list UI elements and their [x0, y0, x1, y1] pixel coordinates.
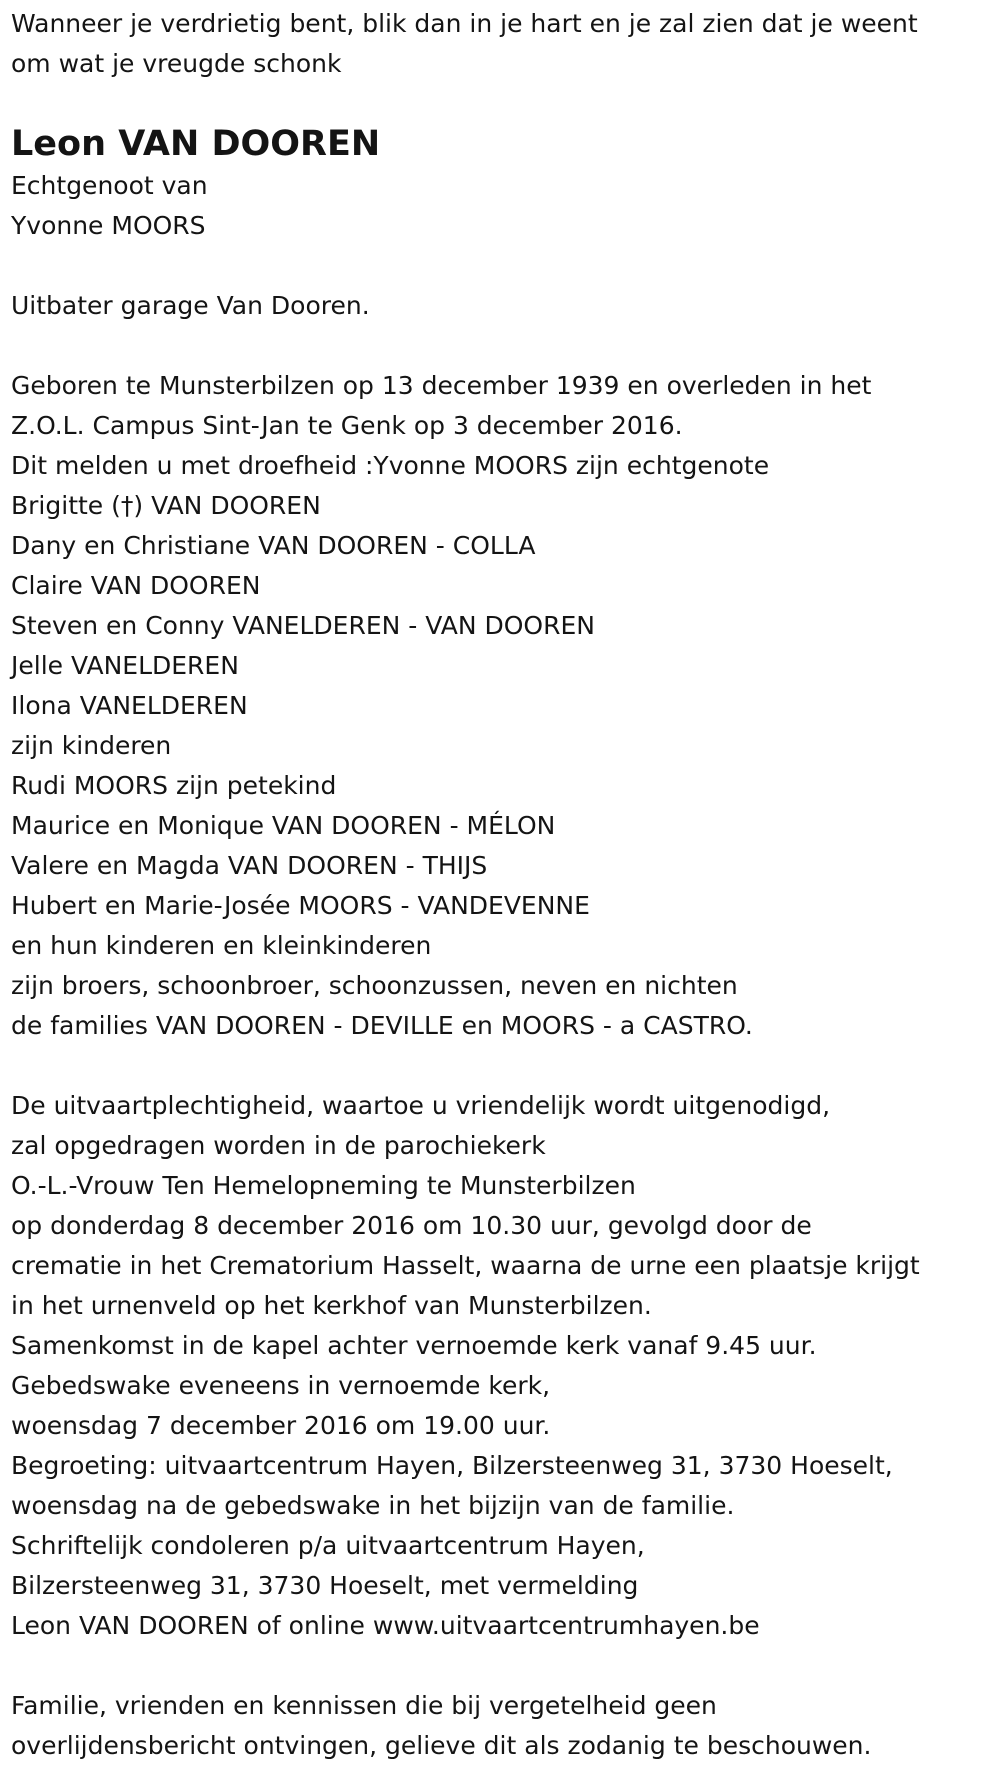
spacer	[11, 1046, 990, 1086]
ceremony-line: Samenkomst in de kapel achter vernoemde kerk vanaf 9.45 uur.	[11, 1331, 817, 1360]
family-member-line: Steven en Conny VANELDEREN - VAN DOOREN	[11, 611, 595, 640]
ceremony-line: Begroeting: uitvaartcentrum Hayen, Bilzersteenweg 31, 3730 Hoeselt,	[11, 1451, 893, 1480]
occupation-line: Uitbater garage Van Dooren.	[11, 291, 370, 320]
ceremony-line: in het urnenveld op het kerkhof van Munsterbilzen.	[11, 1291, 652, 1320]
opening-quote	[11, 4, 990, 84]
family-member-line: Brigitte (†) VAN DOOREN	[11, 491, 321, 520]
quote-line: om wat je vreugde schonk	[11, 49, 342, 78]
spouse-block	[11, 166, 990, 246]
ceremony-line: woensdag na de gebedswake in het bijzijn van de familie.	[11, 1491, 735, 1520]
spacer	[11, 1646, 990, 1686]
family-member-line: Maurice en Monique VAN DOOREN - MÉLON	[11, 811, 556, 840]
family-member-line: zijn kinderen	[11, 731, 172, 760]
ceremony-line: crematie in het Crematorium Hasselt, waarna de urne een plaatsje krijgt	[11, 1251, 920, 1280]
closing-line: overlijdensbericht ontvingen, gelieve dit als zodanig te beschouwen.	[11, 1731, 872, 1760]
family-member-line: Claire VAN DOOREN	[11, 571, 261, 600]
spacer	[11, 246, 990, 286]
family-member-line: Dany en Christiane VAN DOOREN - COLLA	[11, 531, 536, 560]
ceremony-line: Schriftelijk condoleren p/a uitvaartcentrum Hayen,	[11, 1531, 645, 1560]
ceremony-line: woensdag 7 december 2016 om 19.00 uur.	[11, 1411, 551, 1440]
announcement-line: Dit melden u met droefheid :Yvonne MOORS zijn echtgenote	[11, 451, 770, 480]
ceremony-line: Gebedswake eveneens in vernoemde kerk,	[11, 1371, 551, 1400]
family-member-line: Jelle VANELDEREN	[11, 651, 239, 680]
family-member-line: Ilona VANELDEREN	[11, 691, 248, 720]
family-member-line: zijn broers, schoonbroer, schoonzussen, neven en nichten	[11, 971, 738, 1000]
ceremony-line: op donderdag 8 december 2016 om 10.30 uur, gevolgd door de	[11, 1211, 812, 1240]
family-member-line: en hun kinderen en kleinkinderen	[11, 931, 432, 960]
family-member-line: de families VAN DOOREN - DEVILLE en MOORS - a CASTRO.	[11, 1011, 753, 1040]
family-member-line: Valere en Magda VAN DOOREN - THIJS	[11, 851, 488, 880]
ceremony-line: O.-L.-Vrouw Ten Hemelopneming te Munsterbilzen	[11, 1171, 636, 1200]
ceremony-line: Bilzersteenweg 31, 3730 Hoeselt, met vermelding	[11, 1571, 639, 1600]
announcement-line: Geboren te Munsterbilzen op 13 december 1939 en overleden in het	[11, 371, 872, 400]
spouse-line: Yvonne MOORS	[11, 211, 206, 240]
deceased-name: Leon VAN DOOREN	[11, 124, 381, 164]
ceremony-block	[11, 1086, 990, 1646]
spouse-line: Echtgenoot van	[11, 171, 208, 200]
closing-block	[11, 1686, 990, 1766]
spacer	[11, 326, 990, 366]
ceremony-line: Leon VAN DOOREN of online www.uitvaartcentrumhayen.be	[11, 1611, 760, 1640]
ceremony-line: De uitvaartplechtigheid, waartoe u vriendelijk wordt uitgenodigd,	[11, 1091, 831, 1120]
ceremony-line: zal opgedragen worden in de parochiekerk	[11, 1131, 546, 1160]
announcement-line: Z.O.L. Campus Sint-Jan te Genk op 3 december 2016.	[11, 411, 683, 440]
closing-line: Familie, vrienden en kennissen die bij vergetelheid geen	[11, 1691, 717, 1720]
family-member-line: Rudi MOORS zijn petekind	[11, 771, 337, 800]
announcement-block	[11, 366, 990, 1046]
family-member-line: Hubert en Marie-Josée MOORS - VANDEVENNE	[11, 891, 590, 920]
quote-line: Wanneer je verdrietig bent, blik dan in je hart en je zal zien dat je weent	[11, 9, 918, 38]
